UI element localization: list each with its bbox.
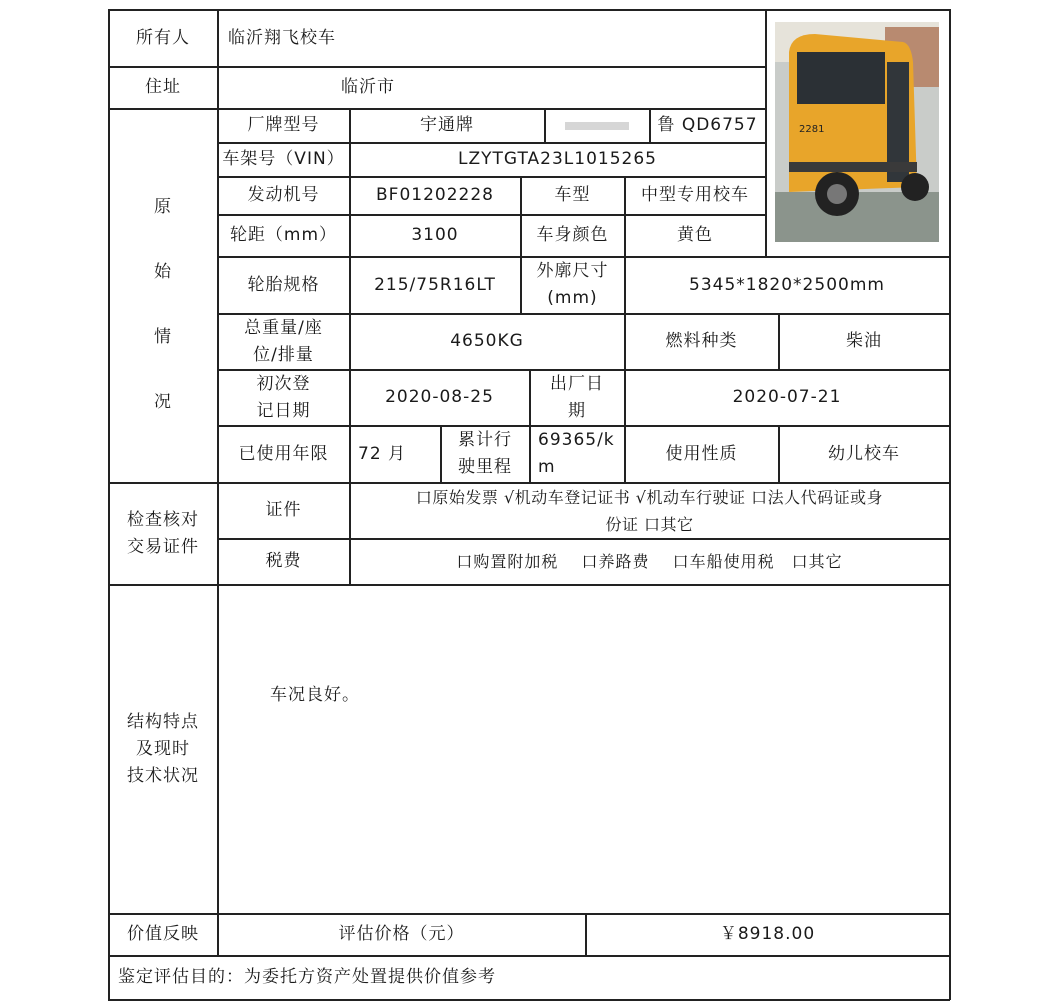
bus-photo xyxy=(775,22,939,242)
vehicle-type-value: 中型专用校车 xyxy=(641,185,749,205)
engine-label: 发动机号 xyxy=(247,185,320,205)
first-reg-label: 初次登 记日期 xyxy=(256,373,311,421)
used-value: 72 月 xyxy=(358,443,407,464)
dimensions-label: 外廓尺寸 (mm) xyxy=(536,261,609,308)
certificates-label: 证件 xyxy=(265,500,302,520)
factory-value: 2020-07-21 xyxy=(732,387,842,407)
brand-value: 宇通牌 xyxy=(420,115,474,135)
vin-value: LZYTGTA23L1015265 xyxy=(458,149,657,169)
vehicle-type-label: 车型 xyxy=(554,185,591,205)
first-reg-value: 2020-08-25 xyxy=(385,387,494,407)
fuel-value: 柴油 xyxy=(846,331,882,351)
tire-label: 轮胎规格 xyxy=(247,274,320,295)
inspection-label: 检查核对 交易证件 xyxy=(127,509,199,557)
certificates-value: 口原始发票 √机动车登记证书 √机动车行驶证 口法人代码证或身 份证 口其它 xyxy=(415,487,884,534)
factory-label: 出厂日 期 xyxy=(550,373,604,421)
price-value: ￥8918.00 xyxy=(719,924,816,944)
plate-value: 鲁 QD6757 xyxy=(657,115,758,135)
brand-smudge xyxy=(545,109,649,142)
fuel-label: 燃料种类 xyxy=(665,331,738,351)
body-color-value: 黄色 xyxy=(677,225,713,245)
mileage-label: 累计行 驶里程 xyxy=(458,430,512,477)
section-original-label: 原 始 情 况 xyxy=(154,197,172,412)
weight-value: 4650KG xyxy=(450,331,524,351)
address-value: 临沂市 xyxy=(341,77,395,97)
vin-label: 车架号（VIN） xyxy=(222,149,345,169)
used-label: 已使用年限 xyxy=(238,443,329,464)
dimensions-value: 5345*1820*2500mm xyxy=(689,274,885,295)
owner-label: 所有人 xyxy=(136,27,190,48)
address-label: 住址 xyxy=(145,77,181,97)
structure-label: 结构特点 及现时 技术状况 xyxy=(127,711,199,786)
value-reflect-label: 价值反映 xyxy=(127,924,199,944)
price-label: 评估价格（元） xyxy=(338,924,465,944)
taxes-value: 口购置附加税 口养路费 口车船使用税 口其它 xyxy=(456,552,843,571)
usage-label: 使用性质 xyxy=(665,443,738,464)
brand-label: 厂牌型号 xyxy=(247,115,320,135)
taxes-label: 税费 xyxy=(265,551,302,571)
owner-value: 临沂翔飞校车 xyxy=(228,27,336,48)
svg-text:2281: 2281 xyxy=(799,124,825,135)
purpose-text: 鉴定评估目的：为委托方资产处置提供价值参考 xyxy=(118,967,496,987)
engine-value: BF01202228 xyxy=(376,185,494,205)
mileage-value: 69365/k m xyxy=(538,430,615,477)
weight-label: 总重量/座 位/排量 xyxy=(244,317,323,365)
wheelbase-value: 3100 xyxy=(411,225,459,245)
body-color-label: 车身颜色 xyxy=(536,225,609,245)
usage-value: 幼儿校车 xyxy=(828,443,900,464)
wheelbase-label: 轮距（mm） xyxy=(229,225,338,245)
structure-value: 车况良好。 xyxy=(270,684,360,705)
tire-value: 215/75R16LT xyxy=(374,274,496,295)
